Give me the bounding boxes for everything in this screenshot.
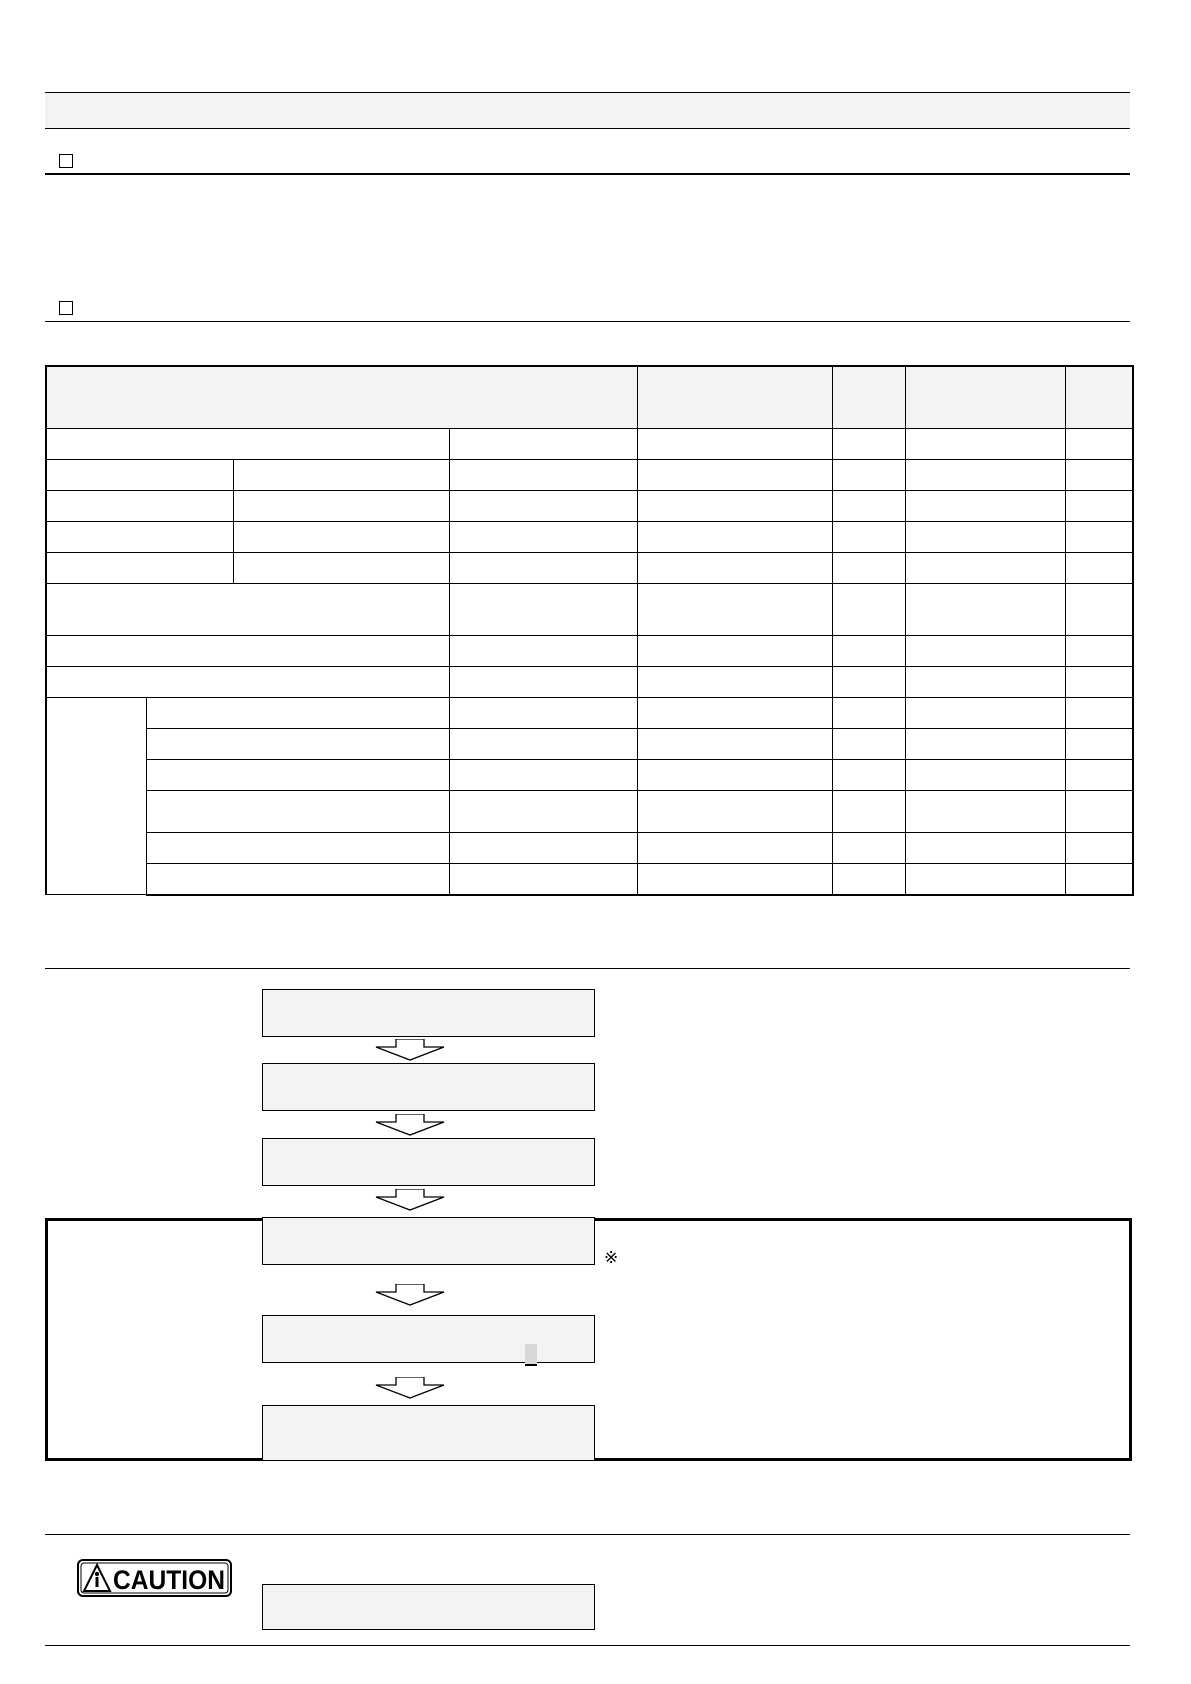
- down-arrow-icon: [374, 1377, 446, 1399]
- table-cell: [637, 553, 832, 584]
- table-row: [46, 729, 1133, 760]
- table-cell: [233, 553, 449, 584]
- table-cell: [637, 833, 832, 864]
- table-row: [46, 491, 1133, 522]
- table-cell: [46, 460, 233, 491]
- table-cell: [1065, 553, 1133, 584]
- table-header-cell: [637, 366, 832, 429]
- table-cell: [637, 584, 832, 636]
- table-cell: [449, 460, 637, 491]
- table-cell: [637, 667, 832, 698]
- table-cell: [905, 791, 1065, 833]
- table-cell: [46, 636, 449, 667]
- table-cell: [1065, 729, 1133, 760]
- table-cell: [832, 429, 905, 460]
- table-cell: [146, 833, 449, 864]
- table-cell: [46, 553, 233, 584]
- section-checkbox-icon: [59, 154, 73, 168]
- table-row: [46, 636, 1133, 667]
- table-cell: [832, 584, 905, 636]
- table-cell: [637, 522, 832, 553]
- table-row: [46, 791, 1133, 833]
- table-cell: [832, 553, 905, 584]
- table-cell: [905, 522, 1065, 553]
- spec-table: [45, 365, 1134, 896]
- table-header-cell: [46, 366, 637, 429]
- table-cell: [905, 584, 1065, 636]
- table-cell: [832, 491, 905, 522]
- section-divider: [45, 968, 1130, 969]
- table-cell: [449, 553, 637, 584]
- table-cell: [233, 522, 449, 553]
- flow-step-box: [262, 1315, 595, 1363]
- table-cell: [905, 864, 1065, 895]
- table-cell: [449, 729, 637, 760]
- table-cell: [1065, 760, 1133, 791]
- table-row: [46, 833, 1133, 864]
- table-cell: [449, 667, 637, 698]
- table-cell: [233, 460, 449, 491]
- table-header-row: [46, 366, 1133, 429]
- table-cell: [832, 864, 905, 895]
- table-row: [46, 667, 1133, 698]
- table-cell: [449, 491, 637, 522]
- table-cell: [46, 667, 449, 698]
- section-checkbox-icon: [59, 301, 73, 315]
- table-cell: [832, 460, 905, 491]
- table-cell: [637, 791, 832, 833]
- caution-icon: [77, 1559, 232, 1597]
- table-cell: [146, 729, 449, 760]
- section-heading-2: [45, 292, 1130, 322]
- table-cell: [905, 636, 1065, 667]
- table-cell: [1065, 636, 1133, 667]
- table-cell: [905, 553, 1065, 584]
- table-cell: [832, 636, 905, 667]
- table-cell: [905, 729, 1065, 760]
- down-arrow-icon: [374, 1189, 446, 1211]
- page-header-bar: [45, 92, 1130, 129]
- flow-step-box: [262, 1138, 595, 1186]
- table-row: [46, 429, 1133, 460]
- table-cell: [449, 760, 637, 791]
- table-cell: [637, 429, 832, 460]
- table-row: [46, 864, 1133, 895]
- table-cell: [46, 429, 449, 460]
- table-row: [46, 553, 1133, 584]
- table-cell: [146, 698, 449, 729]
- flow-step-box: [262, 1217, 595, 1265]
- table-cell: [1065, 584, 1133, 636]
- table-cell: [1065, 667, 1133, 698]
- table-cell: [637, 864, 832, 895]
- table-header-cell: [1065, 366, 1133, 429]
- table-cell: [832, 760, 905, 791]
- table-cell: [449, 864, 637, 895]
- table-header-cell: [905, 366, 1065, 429]
- table-cell: [449, 791, 637, 833]
- table-cell: [637, 460, 832, 491]
- table-cell: [449, 833, 637, 864]
- down-arrow-icon: [374, 1114, 446, 1136]
- table-row: [46, 584, 1133, 636]
- flow-step-box: [262, 989, 595, 1037]
- table-cell: [832, 791, 905, 833]
- flow-step-box: [262, 1405, 595, 1460]
- table-cell: [46, 491, 233, 522]
- table-cell: [637, 491, 832, 522]
- table-cell: [449, 429, 637, 460]
- table-group-cell: [46, 698, 146, 895]
- table-header-cell: [832, 366, 905, 429]
- table-cell: [637, 636, 832, 667]
- table-cell: [1065, 491, 1133, 522]
- note-mark-icon: ※: [604, 1248, 619, 1267]
- table-cell: [1065, 522, 1133, 553]
- table-cell: [449, 584, 637, 636]
- table-cell: [905, 491, 1065, 522]
- table-cell: [146, 791, 449, 833]
- table-cell: [905, 429, 1065, 460]
- table-cell: [832, 667, 905, 698]
- table-row: [46, 522, 1133, 553]
- table-cell: [905, 833, 1065, 864]
- table-cell: [1065, 460, 1133, 491]
- caution-label: CAUTION: [113, 1565, 225, 1595]
- table-cell: [637, 729, 832, 760]
- caution-box: [262, 1584, 595, 1630]
- table-cell: [46, 522, 233, 553]
- table-cell: [46, 584, 449, 636]
- table-cell: [1065, 791, 1133, 833]
- down-arrow-icon: [374, 1039, 446, 1061]
- table-cell: [449, 636, 637, 667]
- table-cell: [233, 491, 449, 522]
- table-row: [46, 460, 1133, 491]
- flow-step-box: [262, 1063, 595, 1111]
- table-row: [46, 698, 1133, 729]
- section-divider: [45, 1645, 1130, 1646]
- table-cell: [832, 698, 905, 729]
- table-cell: [905, 667, 1065, 698]
- table-cell: [1065, 833, 1133, 864]
- text-cursor-icon: [525, 1344, 537, 1366]
- table-cell: [905, 698, 1065, 729]
- table-cell: [832, 729, 905, 760]
- table-cell: [832, 522, 905, 553]
- section-divider: [45, 1534, 1130, 1535]
- table-cell: [1065, 864, 1133, 895]
- table-cell: [1065, 429, 1133, 460]
- table-row: [46, 760, 1133, 791]
- table-cell: [637, 698, 832, 729]
- table-cell: [905, 460, 1065, 491]
- table-cell: [449, 698, 637, 729]
- table-cell: [1065, 698, 1133, 729]
- table-cell: [146, 864, 449, 895]
- table-cell: [637, 760, 832, 791]
- table-cell: [905, 760, 1065, 791]
- table-cell: [832, 833, 905, 864]
- down-arrow-icon: [374, 1284, 446, 1306]
- table-cell: [449, 522, 637, 553]
- section-heading-1: [45, 145, 1130, 175]
- table-cell: [146, 760, 449, 791]
